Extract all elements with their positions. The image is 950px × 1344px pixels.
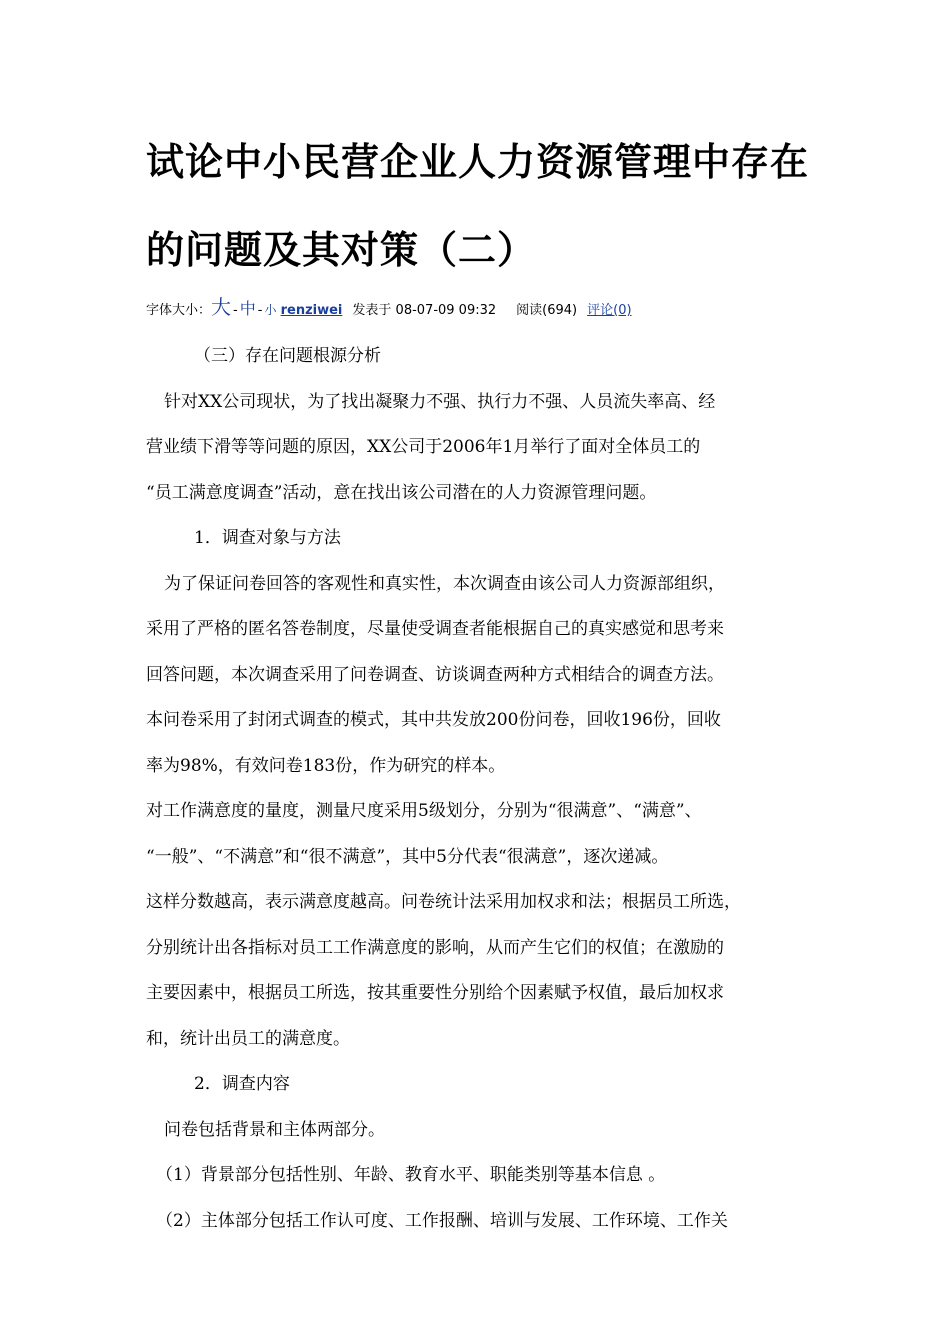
paragraph-line: 采用了严格的匿名答卷制度，尽量使受调查者能根据自己的真实感觉和思考来 xyxy=(146,619,724,639)
article-meta xyxy=(146,296,826,322)
paragraph-line: 针对XX公司现状，为了找出凝聚力不强、执行力不强、人员流失率高、经 xyxy=(164,391,716,412)
article-title-line-2: 的问题及其对策（二） xyxy=(146,228,537,272)
read-count: 阅读(694) xyxy=(516,303,578,318)
article-title xyxy=(146,118,826,294)
paragraph-line: 和，统计出员工的满意度。 xyxy=(146,1028,350,1049)
font-size-medium-link[interactable]: 中 xyxy=(239,299,256,318)
paragraph-line: （1）背景部分包括性别、年龄、教育水平、职能类别等基本信息 。 xyxy=(156,1165,666,1185)
paragraph-line: 对工作满意度的量度，测量尺度采用5级划分，分别为“很满意”、“满意”、 xyxy=(146,801,702,821)
paragraph-line: 本问卷采用了封闭式调查的模式，其中共发放200份问卷，回收196份，回收 xyxy=(146,710,721,730)
paragraph-line: 为了保证问卷回答的客观性和真实性，本次调查由该公司人力资源部组织， xyxy=(164,573,725,594)
paragraph-line: 营业绩下滑等等问题的原因，XX公司于2006年1月举行了面对全体员工的 xyxy=(146,437,701,457)
font-size-small-link[interactable]: 小 xyxy=(264,303,277,317)
font-size-separator: - xyxy=(257,303,263,318)
paragraph-line: 主要因素中，根据员工所选，按其重要性分别给个因素赋予权值，最后加权求 xyxy=(146,983,724,1003)
subsection-heading: 1．调查对象与方法 xyxy=(194,528,341,548)
font-size-label: 字体大小： xyxy=(146,303,212,318)
author-link[interactable]: renziwei xyxy=(280,303,343,318)
paragraph-line: 分别统计出各指标对员工工作满意度的影响，从而产生它们的权值；在激励的 xyxy=(146,937,724,958)
article-title-line-1: 试论中小民营企业人力资源管理中存在 xyxy=(146,140,810,184)
font-size-large-link[interactable]: 大 xyxy=(211,295,232,319)
paragraph-line: “员工满意度调查”活动，意在找出该公司潜在的人力资源管理问题。 xyxy=(146,482,657,503)
paragraph-line: 这样分数越高，表示满意度越高。问卷统计法采用加权求和法；根据员工所选， xyxy=(146,892,741,912)
posted-label: 发表于 xyxy=(352,303,392,318)
section-heading: （三）存在问题根源分析 xyxy=(194,346,381,366)
article-body xyxy=(146,334,826,1244)
posted-time: 08-07-09 09:32 xyxy=(395,303,497,318)
paragraph-line: “一般”、“不满意”和“很不满意”，其中5分代表“很满意”，逐次递减。 xyxy=(146,846,669,867)
paragraph-line: （2）主体部分包括工作认可度、工作报酬、培训与发展、工作环境、工作关 xyxy=(156,1210,728,1231)
subsection-heading: 2．调查内容 xyxy=(194,1074,290,1094)
font-size-separator: - xyxy=(233,303,238,318)
paragraph-line: 率为98%，有效问卷183份，作为研究的样本。 xyxy=(146,755,506,776)
paragraph-line: 回答问题，本次调查采用了问卷调查、访谈调查两种方式相结合的调查方法。 xyxy=(146,664,724,685)
comments-link[interactable]: 评论(0) xyxy=(587,303,632,318)
paragraph-line: 问卷包括背景和主体两部分。 xyxy=(164,1119,385,1140)
